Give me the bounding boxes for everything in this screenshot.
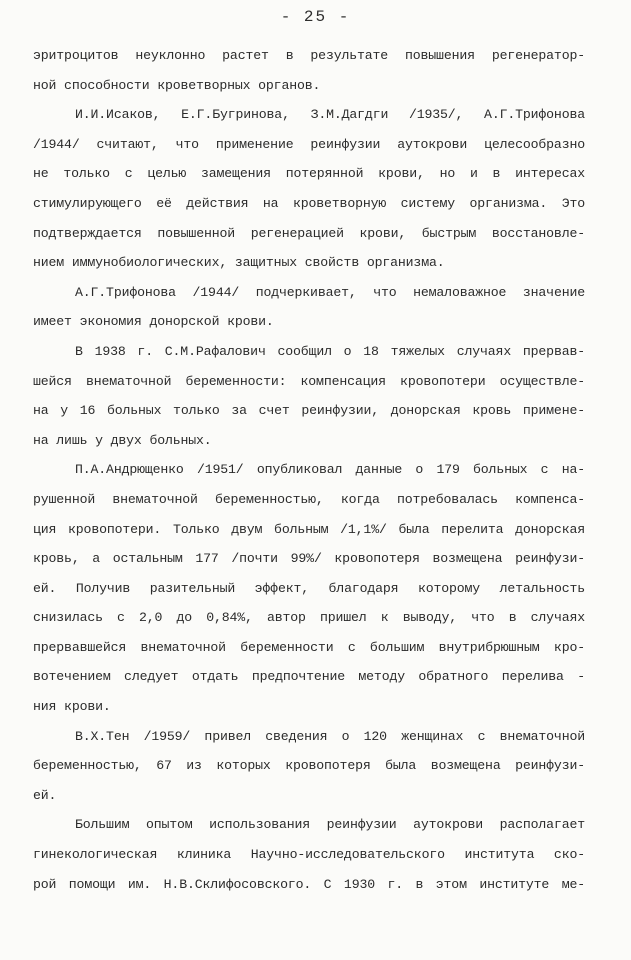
text-line: имеет экономия донорской крови. [33,314,274,330]
paragraph-2 [33,100,585,278]
paragraph-6 [33,722,585,811]
text-line: кровь, а остальным 177 /почти 99%/ кровопотеря возмещена реинфузи- [33,551,585,567]
text-line: А.Г.Трифонова /1944/ подчеркивает, что немаловажное значение [75,284,585,300]
text-line: шейся внематочной беременности: компенсация кровопотери осуществле- [33,373,585,389]
text-line: подтверждается повышенной регенерацией крови, быстрым восстановле- [33,225,585,241]
text-line: рушенной внематочной беременностью, когда потребовалась компенса- [33,491,585,507]
text-line: снизилась с 2,0 до 0,84%, автор пришел к выводу, что в случаях [33,610,585,626]
text-line: гинекологическая клиника Научно-исследовательского института ско- [33,847,585,863]
text-line: не только с целью замещения потерянной крови, но и в интересах [33,166,585,182]
text-line: рой помощи им. Н.В.Склифосовского. С 1930 г. в этом институте ме- [33,876,585,892]
text-line: стимулирующего её действия на кроветворную систему организма. Это [33,195,585,211]
text-line: ция кровопотери. Только двум больным /1,1%/ была перелита донорская [33,521,585,537]
text-line: вотечением следует отдать предпочтение методу обратного перелива - [33,669,585,685]
text-line: П.А.Андрющенко /1951/ опубликовал данные о 179 больных с на- [75,462,585,478]
document-body [33,41,585,899]
text-line: В 1938 г. С.М.Рафалович сообщил о 18 тяжелых случаях прервав- [75,343,585,359]
paragraph-3 [33,278,585,337]
text-line: В.Х.Тен /1959/ привел сведения о 120 женщинах с внематочной [75,728,585,744]
text-line: Большим опытом использования реинфузии аутокрови располагает [75,817,585,833]
text-line: /1944/ считают, что применение реинфузии аутокрови целесообразно [33,136,585,152]
text-line: беременностью, 67 из которых кровопотеря была возмещена реинфузи- [33,758,585,774]
text-line: нием иммунобиологических, защитных свойств организма. [33,255,445,271]
text-line: ной способности кроветворных органов. [33,77,321,93]
text-line: прервавшейся внематочной беременности с большим внутрибрюшным кро- [33,639,585,655]
text-line: эритроцитов неуклонно растет в результате повышения регенератор- [33,48,585,63]
paragraph-5 [33,455,585,721]
paragraph-4 [33,337,585,455]
text-line: на у 16 больных только за счет реинфузии, донорская кровь примене- [33,403,585,419]
paragraph-7 [33,810,585,899]
text-line: ей. Получив разительный эффект, благодаря которому летальность [33,580,585,596]
text-line: ей. [33,787,57,803]
text-line: ния крови. [33,699,111,715]
paragraph-1 [33,41,585,100]
text-line: И.И.Исаков, Е.Г.Бугринова, З.М.Дагдги /1935/, А.Г.Трифонова [75,107,585,123]
text-line: на лишь у двух больных. [33,432,212,448]
page-number: - 25 - [280,8,351,26]
